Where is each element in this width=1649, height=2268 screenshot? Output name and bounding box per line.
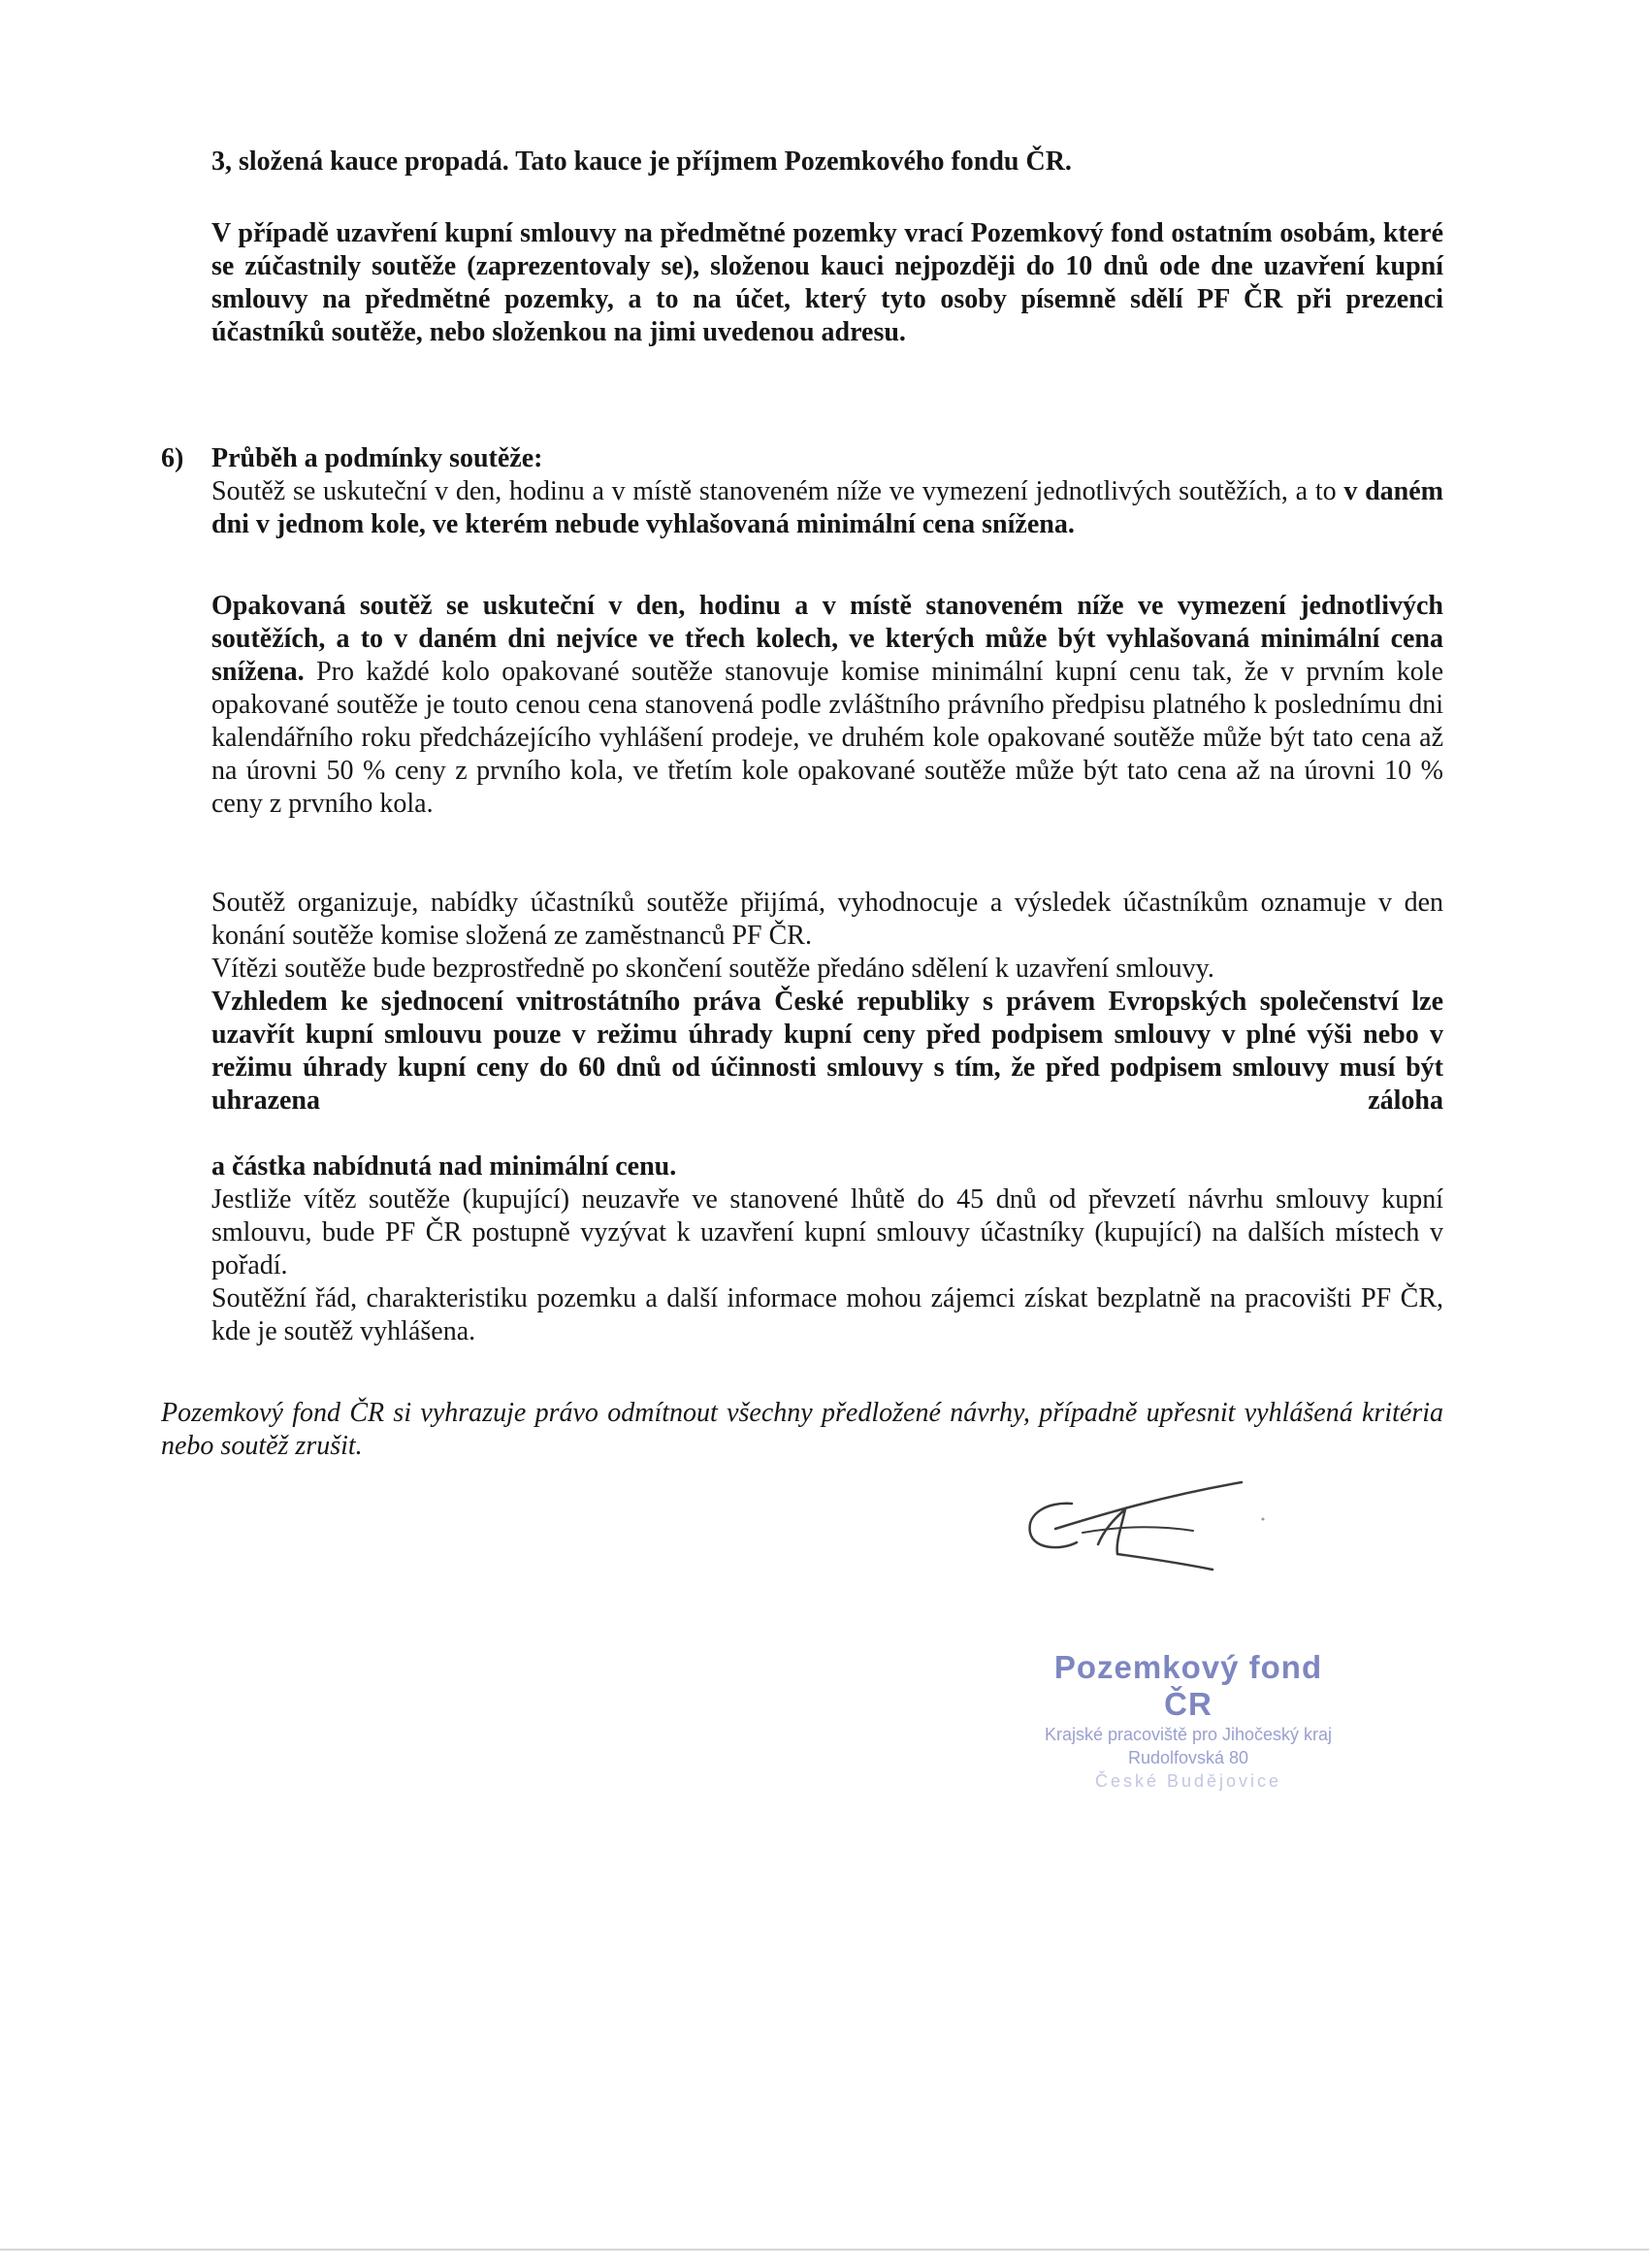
organization-stamp	[1028, 1649, 1348, 1793]
repeated-plain: Pro každé kolo opakované soutěže stanovuje komise minimální kupní cenu tak, že v prvním kole opakované soutěže je touto cenou cena stanovená podle zvláštního právního předpisu platného k poslednímu dni kalendářního roku předcházejícího vyhlášení prodeje, ve druhém kole opakované soutěže může být tato cena až na úrovni 50 % ceny z prvního kola, ve třetím kole opakované soutěže může být tato cena až na úrovni 10 % ceny z prvního kola.	[211, 657, 1443, 819]
stamp-street-line: Rudolfovská 80	[1127, 1748, 1249, 1767]
paragraph-deposit-return: V případě uzavření kupní smlouvy na předmětné pozemky vrací Pozemkový fond ostatním osobám, které se zúčastnily soutěže (zaprezentovaly se), složenou kauci nejpozději do 10 dnů ode dne uzavření kupní smlouvy na předmětné pozemky, a to na účet, který tyto osoby písemně sdělí PF ČR při prezenci účastníků soutěže, nebo složenkou na jimi uvedenou adresu.	[211, 218, 1443, 347]
repeated-bold: Opakovaná soutěž se uskuteční v den, hodinu a v místě stanoveném níže ve vymezení jednotlivých soutěžích, a to v daném dni nejvíce ve třech kolech, ve kterých může být vyhlašovaná minimální cena snížena.	[211, 591, 1443, 687]
scan-edge-line	[0, 2249, 1649, 2251]
paragraph-winner-notice: Vítězi soutěže bude bezprostředně po skončení soutěže předáno sdělení k uzavření smlouvy.	[211, 954, 1214, 984]
paragraph-repeated-competition	[211, 590, 1443, 821]
schedule-plain: Soutěž se uskuteční v den, hodinu a v místě stanoveném níže ve vymezení jednotlivých soutěžích, a to	[211, 476, 1337, 506]
paragraph-eu-harmonization-end: a částka nabídnutá nad minimální cenu.	[211, 1151, 677, 1182]
signature-graphic	[1009, 1474, 1280, 1591]
schedule-bold: v daném dni v jednom kole, ve kterém nebude vyhlašovaná minimální cena snížena.	[211, 476, 1443, 539]
stamp-office-line: Krajské pracoviště pro Jihočeský kraj	[1044, 1725, 1333, 1744]
stamp-city-line: České Budějovice	[1094, 1771, 1282, 1791]
paragraph-rules-info: Soutěžní řád, charakteristiku pozemku a další informace mohou zájemci získat bezplatně na pracovišti PF ČR, kde je soutěž vyhlášena.	[211, 1283, 1443, 1346]
paragraph-organization: Soutěž organizuje, nabídky účastníků soutěže přijímá, vyhodnocuje a výsledek účastníkům oznamuje v den konání soutěže komise složená ze zaměstnanců PF ČR.	[211, 888, 1443, 951]
paragraph-reservation: Pozemkový fond ČR si vyhrazuje právo odmítnout všechny předložené návrhy, případně upřesnit vyhlášená kritéria nebo soutěž zrušit.	[161, 1398, 1443, 1461]
paragraph-competition-schedule	[211, 475, 1443, 541]
paragraph-winner-refusal: Jestliže vítěz soutěže (kupující) neuzavře ve stanovené lhůtě do 45 dnů od převzetí návrhu smlouvy kupní smlouvu, bude PF ČR postupně vyzývat k uzavření kupní smlouvy účastníky (kupující) na dalších místech v pořadí.	[211, 1184, 1443, 1280]
paragraph-deposit-forfeit: 3, složená kauce propadá. Tato kauce je příjmem Pozemkového fondu ČR.	[211, 146, 1072, 177]
stamp-organization-name: Pozemkový fond ČR	[1053, 1649, 1323, 1722]
section-heading: Průběh a podmínky soutěže:	[211, 443, 543, 473]
paragraph-eu-harmonization: Vzhledem ke sjednocení vnitrostátního práva České republiky s právem Evropských společenství lze uzavřít kupní smlouvu pouze v režimu úhrady kupní ceny před podpisem smlouvy v plné výši nebo v režimu úhrady kupní ceny do 60 dnů od účinnosti smlouvy s tím, že před podpisem smlouvy musí být uhrazena záloha	[211, 987, 1443, 1116]
section-number: 6)	[161, 443, 184, 473]
